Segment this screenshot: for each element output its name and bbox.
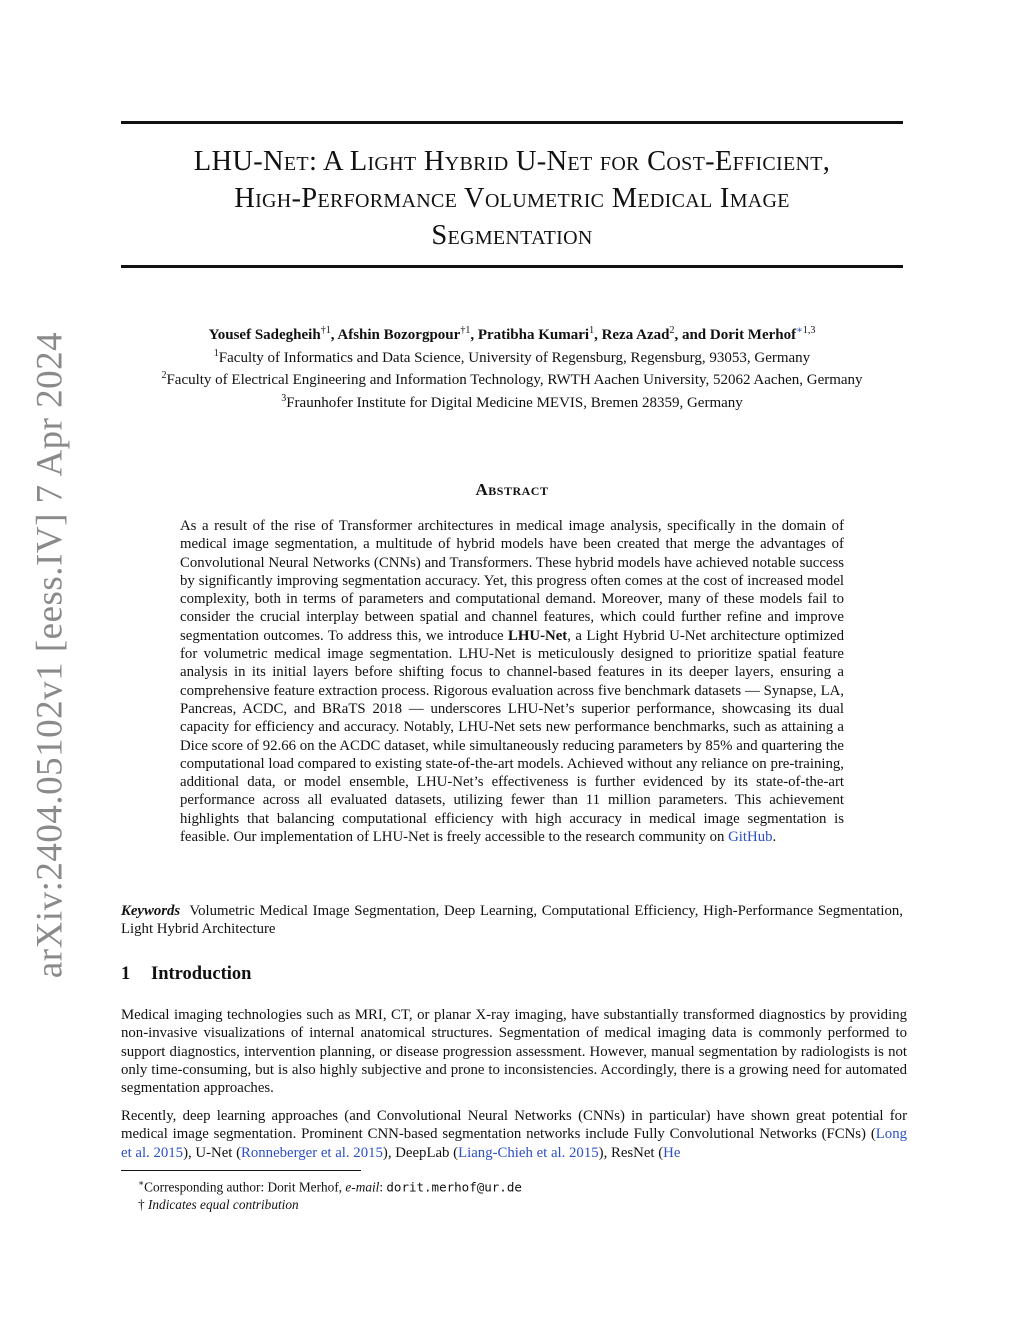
- author-name: Dorit Merhof: [709, 327, 797, 343]
- corresponding-author-marker[interactable]: ∗: [796, 325, 803, 336]
- author-name: Pratibha Kumari: [477, 327, 590, 343]
- title-line-1: LHU-Net: A Light Hybrid U-Net for Cost-Efficient,: [193, 146, 831, 177]
- footnotes: [138, 1174, 522, 1214]
- abstract-text: As a result of the rise of Transformer architectures in medical image analysis, specifically in the domain of medical image segmentation, a multitude of hybrid models have been created that merge the advantages of Convolutional Neural Networks (CNNs) and Transformers. These hybrid models have achieved notable success by significantly improving segmentation accuracy. Yet, this progress often comes at the cost of increased model complexity, both in terms of parameters and computational demand. Moreover, many of these models fail to consider the crucial interplay between spatial and channel features, which could further refine and improve segmentation outcomes. To address this, we introduce: [180, 518, 844, 644]
- author-name: Reza Azad: [601, 327, 670, 343]
- citation-link[interactable]: Ronneberger et al. 2015: [241, 1144, 383, 1161]
- title-bottom-rule: [121, 265, 903, 268]
- citation-link[interactable]: Long et al. 2015: [121, 1126, 907, 1161]
- author-list: Yousef Sadegheih$^{\dagger 1}$, Afshin Bozorgpour$^{\dagger 1}$, Pratibha Kumari$^1$, Reza Azad$^2$, and Dorit Merhof$^{∗1,3}$: [208, 325, 816, 343]
- section-heading: [121, 964, 251, 985]
- email-label: e-mail: [345, 1179, 380, 1195]
- affiliation-text: Fraunhofer Institute for Digital Medicine MEVIS, Bremen 28359, Germany: [286, 394, 743, 411]
- footnote-text: Corresponding author: Dorit Merhof,: [144, 1179, 346, 1195]
- affiliation-line: [110, 367, 914, 390]
- paragraph-text: Recently, deep learning approaches (and Convolutional Neural Networks (CNNs) in particular) have shown great potential for medical image segmentation. Prominent CNN-based segmentation networks include Fully Convolutional Networks (FCNs) (: [121, 1108, 907, 1143]
- model-name: LHU-Net: [508, 627, 568, 644]
- author-conjunction: and: [681, 327, 707, 343]
- arxiv-identifier-stamp: arXiv:2404.05102v1 [eess.IV] 7 Apr 2024: [29, 331, 71, 979]
- email-address[interactable]: dorit.merhof@ur.de: [386, 1179, 522, 1195]
- keywords-label: Keywords: [121, 903, 181, 919]
- title-top-rule: [121, 121, 903, 124]
- section-title: Introduction: [151, 964, 252, 984]
- author-block: [110, 322, 914, 412]
- paper-title: [121, 143, 903, 254]
- footnote-equal-contribution: [138, 1196, 522, 1214]
- citation-link[interactable]: He: [663, 1144, 681, 1161]
- abstract-text: , a Light Hybrid U-Net architecture optimized for volumetric medical image segmentation. LHU-Net is meticulously designed to prioritize spatial feature analysis in its initial layers before shifting focus to channel-based features in its deeper layers, ensuring a comprehensive feature extraction process. Rigorous evaluation across five benchmark datasets — Synapse, LA, Pancreas, ACDC, and BRaTS 2018 — underscores LHU-Net’s superior performance, showcasing its dual capacity for efficiency and accuracy. Notably, LHU-Net sets new performance benchmarks, such as attaining a Dice score of 92.66 on the ACDC dataset, while simultaneously reducing parameters by 85% and quartering the computational load compared to existing state-of-the-art models. Achieved without any reliance on pre-training, additional data, or model ensemble, LHU-Net’s effectiveness is further evidenced by its state-of-the-art performance across all evaluated datasets, utilizing fewer than 11 million parameters. This achievement highlights that balancing computational efficiency with high accuracy in medical image segmentation is feasible. Our implementation of LHU-Net is freely accessible to the research community on: [180, 627, 844, 846]
- author-affiliation-marker: 1: [589, 325, 595, 336]
- footnote-colon: :: [379, 1179, 387, 1195]
- paragraph-text: ), U-Net (: [183, 1144, 241, 1161]
- keywords: [121, 902, 903, 939]
- footnote-star-marker: ∗: [138, 1178, 145, 1188]
- intro-paragraph-2: [121, 1107, 907, 1162]
- abstract-body: [180, 517, 844, 846]
- author-affiliation-marker: †1: [320, 325, 331, 336]
- author-affiliation-marker: 1,3: [802, 325, 816, 336]
- citation-link[interactable]: Liang-Chieh et al. 2015: [458, 1144, 599, 1161]
- paragraph-text: ), DeepLab (: [382, 1144, 459, 1161]
- affiliation-text: Faculty of Informatics and Data Science, University of Regensburg, Regensburg, 93053, Germany: [218, 349, 811, 366]
- keywords-text: Volumetric Medical Image Segmentation, Deep Learning, Computational Efficiency, High-Performance Segmentation, Light Hybrid Architecture: [121, 903, 903, 938]
- footnote-dagger-marker: †: [138, 1197, 145, 1213]
- affiliation-line: [110, 345, 914, 368]
- author-name: Yousef Sadegheih: [208, 327, 321, 343]
- affiliation-text: Faculty of Electrical Engineering and Information Technology, RWTH Aachen University, 52062 Aachen, Germany: [166, 372, 863, 388]
- github-link[interactable]: GitHub: [728, 829, 773, 846]
- intro-paragraph-1: Medical imaging technologies such as MRI, CT, or planar X-ray imaging, have substantially transformed diagnostics by providing non-invasive visualizations of internal anatomical structures. Segmentation of medical imaging data is commonly performed to support diagnostics, intervention planning, or disease progression assessment. However, manual segmentation by radiologists is not only time-consuming, but is also highly subjective and prone to inconsistencies. Accordingly, there is a growing need for automated segmentation approaches.: [121, 1007, 907, 1097]
- title-line-2: High-Performance Volumetric Medical Image: [234, 183, 790, 214]
- affiliation-number: 3: [281, 392, 287, 404]
- author-name: Afshin Bozorgpour: [337, 327, 461, 343]
- footnote-rule: [121, 1170, 361, 1171]
- author-affiliation-marker: †1: [460, 325, 471, 336]
- affiliation-number: 1: [213, 347, 219, 359]
- author-affiliation-marker: 2: [669, 325, 675, 336]
- title-line-3: Segmentation: [431, 220, 593, 251]
- abstract-heading: Abstract: [475, 480, 549, 499]
- abstract-period: .: [772, 829, 777, 846]
- paragraph-text: ), ResNet (: [598, 1144, 664, 1161]
- footnote-text: Indicates equal contribution: [147, 1197, 299, 1213]
- affiliation-number: 2: [161, 370, 167, 381]
- affiliation-line: [110, 390, 914, 413]
- section-number: 1: [121, 964, 131, 984]
- footnote-corresponding: [138, 1174, 522, 1196]
